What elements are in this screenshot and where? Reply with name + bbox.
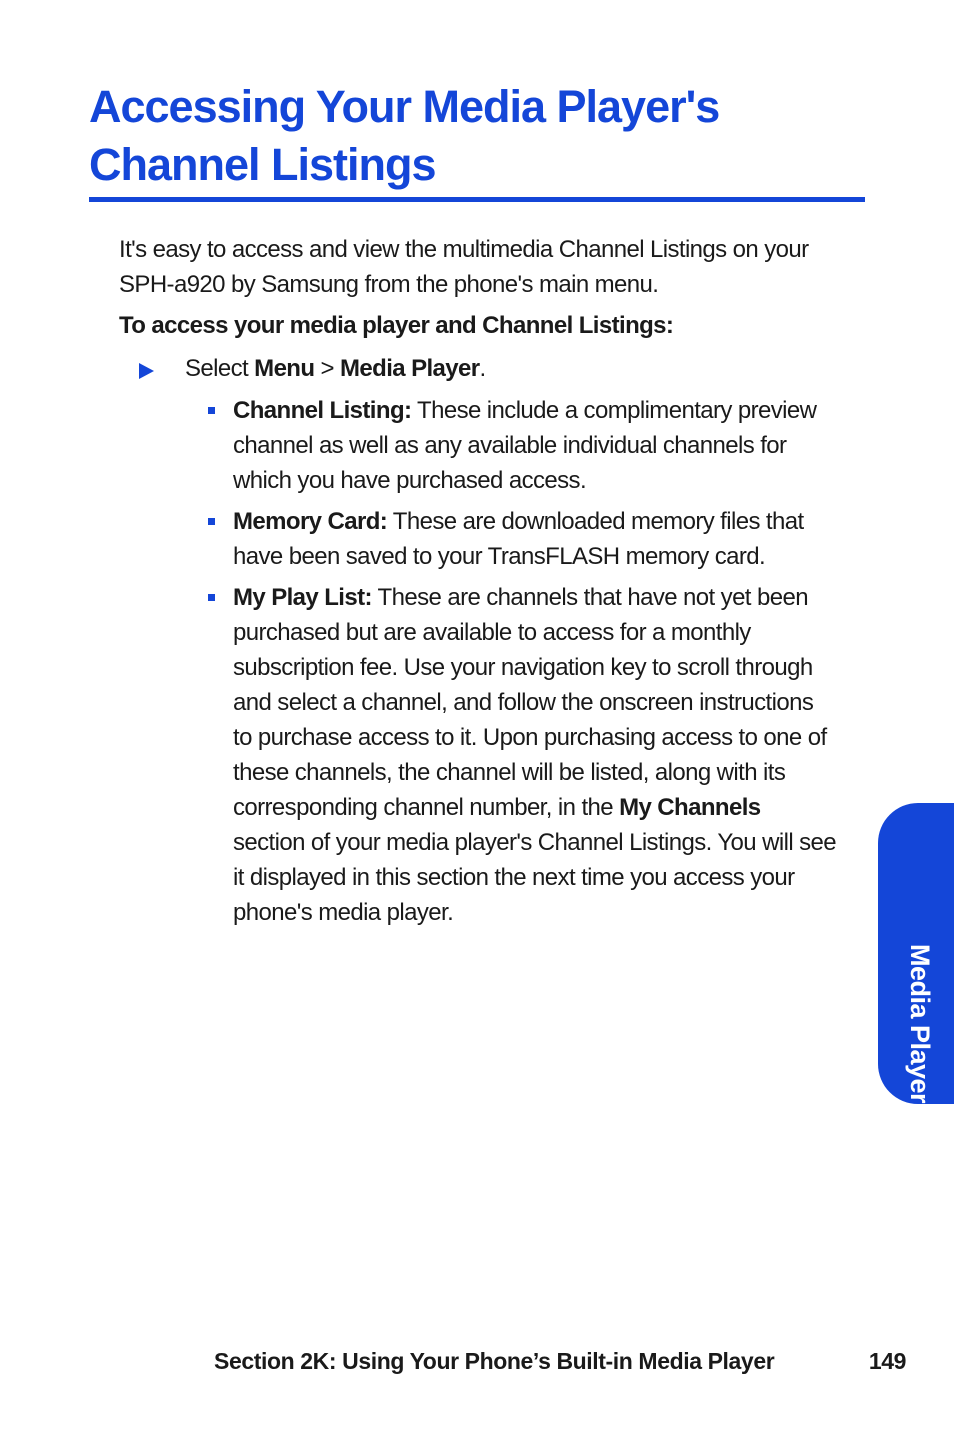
side-tab-label: Media Player <box>905 943 935 1104</box>
square-bullet-icon <box>208 594 215 601</box>
bullet-text: These are downloaded memory files that have been saved to your TransFLASH memory card. <box>233 508 804 570</box>
bullet-body <box>233 393 838 498</box>
step-item: Media Player <box>340 355 480 382</box>
bullet-text: These include a complimentary preview channel as well as any available individual channels for which you have purchased access. <box>233 397 817 494</box>
bullet-text: These are channels that have not yet been purchased but are available to access for a monthly subscription fee. Use your navigation key to scroll through and select a channel, and follow the onscreen instructions to purchase access to it. Upon purchasing access to one of these channels, the channel will be listed, along with its corresponding channel number, in the <box>233 584 827 821</box>
bullet-body <box>233 580 838 930</box>
step-prefix: Select <box>185 355 255 382</box>
bullet-my-play-list <box>208 580 838 930</box>
step-text <box>185 351 486 386</box>
title-divider <box>89 197 865 202</box>
bullet-term: Memory Card: <box>233 508 388 535</box>
intro-paragraph: It's easy to access and view the multimedia Channel Listings on your SPH-a920 by Samsung from the phone's main menu. <box>119 236 809 298</box>
square-bullet-icon <box>208 407 215 414</box>
page-title: Accessing Your Media Player's Channel Listings <box>89 81 720 190</box>
bullet-body <box>233 504 838 574</box>
section-side-tab <box>878 803 954 1104</box>
step-separator: > <box>314 355 340 382</box>
step-menu: Menu <box>254 355 315 382</box>
bullet-term: My Play List: <box>233 584 372 611</box>
triangle-arrow-icon <box>139 363 154 379</box>
inline-bold-my-channels: My Channels <box>619 794 761 821</box>
bullet-text-after: section of your media player's Channel Listings. You will see it displayed in this section the next time you access your phone's media player. <box>233 829 837 926</box>
square-bullet-icon <box>208 518 215 525</box>
step-suffix: . <box>479 355 486 382</box>
page-footer <box>214 1345 906 1377</box>
procedure-heading: To access your media player and Channel Listings: <box>119 312 674 339</box>
bullet-term: Channel Listing: <box>233 397 412 424</box>
bullet-memory-card <box>208 504 838 574</box>
page-number: 149 <box>868 1348 906 1374</box>
bullet-channel-listing <box>208 393 838 498</box>
footer-section-title: Section 2K: Using Your Phone’s Built-in Media Player <box>214 1348 775 1374</box>
